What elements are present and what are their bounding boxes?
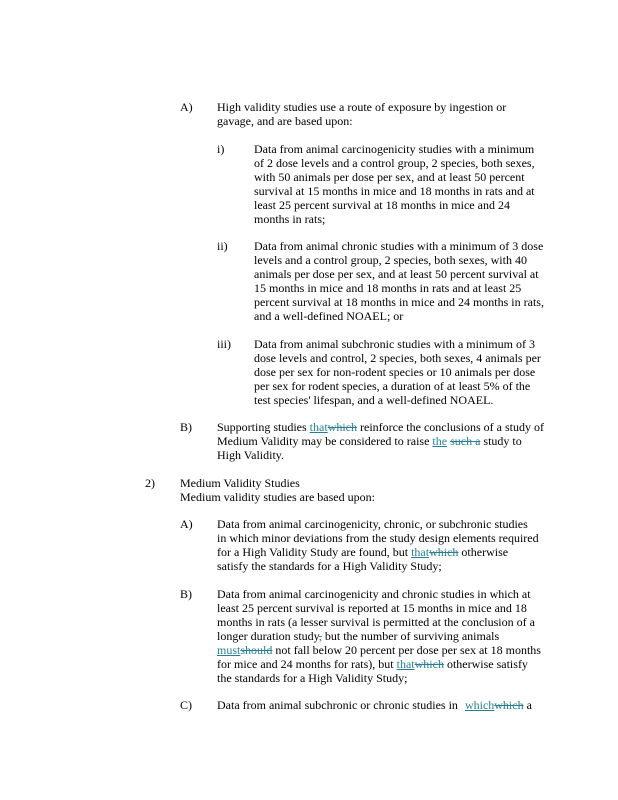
deleted-text: which <box>429 545 459 559</box>
inserted-text: that <box>309 420 328 434</box>
subitem-i-marker: i) <box>217 142 225 156</box>
section-b-text-part: Supporting studies <box>217 420 310 434</box>
inserted-text: that <box>411 545 430 559</box>
deleted-text: which <box>327 420 357 434</box>
section-2-b-text-part: otherwise satisfy the standards for a High Validity Study; <box>217 657 528 685</box>
deleted-text: should <box>240 643 273 657</box>
section-2-b-text-part: Data from animal carcinogenicity and chronic studies in which at least 25 percent survival is reported at 15 months in mice and 18 months in rats (a lesser survival is permitted at the conclusion of a longer duration study <box>217 587 535 643</box>
section-b-marker: B) <box>180 420 192 434</box>
section-2-a-text <box>217 517 539 573</box>
inserted-text: must <box>217 643 241 657</box>
inserted-text: which <box>464 698 495 712</box>
subitem-iii-text: Data from animal subchronic studies with a minimum of 3 dose levels and control, 2 species, both sexes, 4 animals per dose per sex for non-rodent species or 10 animals per dose per sex for rodent species, a duration of at least 5% of the test species' lifespan, and a well-defined NOAEL. <box>254 337 541 407</box>
section-2-a-text-part: otherwise satisfy the standards for a High Validity Study; <box>217 545 509 573</box>
inserted-text: the <box>432 434 448 448</box>
section-2-b-text-part: not fall below 20 percent per dose per sex at 18 months for mice and 24 months for rats), but <box>217 643 541 671</box>
section-2-b-text-part: but the number of surviving animals <box>321 629 500 643</box>
section-2-title: Medium Validity Studies <box>180 476 300 490</box>
subitem-ii-text: Data from animal chronic studies with a minimum of 3 dose levels and a control group, 2 species, both sexes, with 40 animals per dose per sex, and at least 50 percent survival at 15 months in mice and 18 months in rats and at least 25 percent survival at 18 months in mice and 24 months in rats, and a well-defined NOAEL; or <box>254 239 544 323</box>
deleted-text: , <box>318 629 322 643</box>
section-b-text <box>217 420 544 462</box>
section-2-a-text-part: Data from animal carcinogenicity, chronic, or subchronic studies in which minor deviations from the study design elements required for a High Validity Study are found, but <box>217 517 539 559</box>
section-a-text: High validity studies use a route of exposure by ingestion or gavage, and are based upon: <box>217 100 507 128</box>
inserted-text: that <box>396 657 415 671</box>
section-2-c-text <box>217 698 537 712</box>
section-2-b-text <box>217 587 545 685</box>
section-2-c-text-part: Data from animal subchronic or chronic studies in <box>217 698 461 712</box>
deleted-text: such a <box>450 434 481 448</box>
subitem-iii-marker: iii) <box>217 337 231 351</box>
section-2-c-marker: C) <box>180 698 192 712</box>
deleted-text: which <box>414 657 444 671</box>
subitem-i-text: Data from animal carcinogenicity studies with a minimum of 2 dose levels and a control group, 2 species, both sexes, with 50 animals per dose per sex, and at least 50 percent survival at 15 months in mice and 18 months in rats and at least 25 percent survival at 18 months in mice and 24 months in rats; <box>254 142 535 226</box>
section-2-b-marker: B) <box>180 587 192 601</box>
section-b-text-part: study to High Validity. <box>217 434 522 462</box>
section-2-intro: Medium validity studies are based upon: <box>180 490 375 504</box>
section-2-marker: 2) <box>145 476 155 490</box>
section-2-a-marker: A) <box>180 517 193 531</box>
section-2-c-text-part: a <box>523 698 532 712</box>
section-a-marker: A) <box>180 100 193 114</box>
subitem-ii-marker: ii) <box>217 239 228 253</box>
deleted-text: which <box>494 698 524 712</box>
section-b-text-part: reinforce the conclusions of a study of Medium Validity may be considered to raise <box>217 420 544 448</box>
